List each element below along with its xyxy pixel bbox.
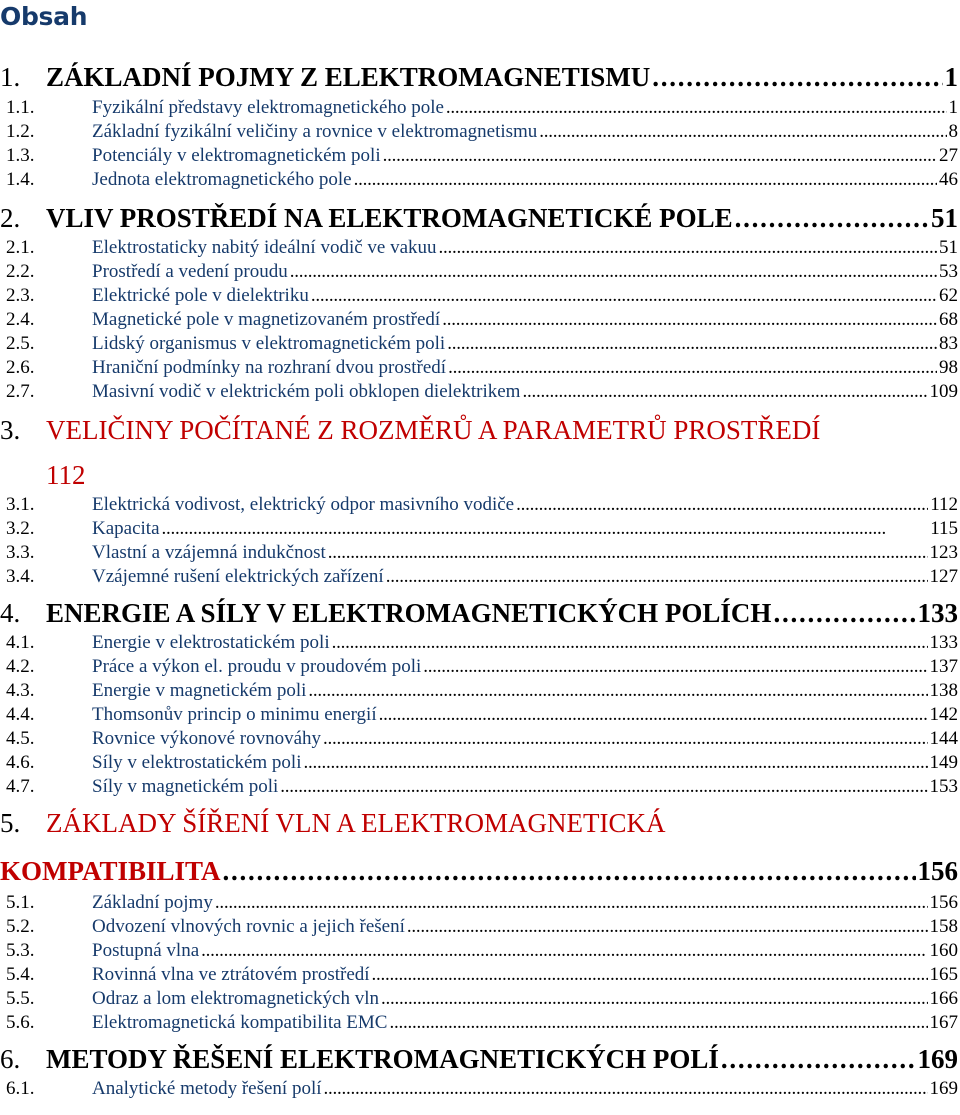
toc-section[interactable]	[0, 566, 958, 590]
toc-leader-dots	[311, 285, 937, 307]
toc-section[interactable]	[0, 381, 958, 405]
toc-page-number: 98	[939, 357, 958, 378]
toc-title: Rovnice výkonové rovnováhy	[92, 728, 322, 749]
toc-chapter-continued[interactable]	[0, 460, 958, 494]
toc-title: Odraz a lom elektromagnetických vln	[92, 988, 380, 1009]
toc-section[interactable]	[0, 237, 958, 261]
toc-leader-dots	[522, 381, 927, 403]
toc-leader-dots	[162, 518, 929, 540]
toc-leader-dots	[446, 97, 947, 119]
toc-page-number: 144	[929, 728, 958, 749]
toc-page-number: 112	[930, 494, 958, 515]
toc-title: Energie v elektrostatickém poli	[92, 632, 330, 653]
toc-number: 6.1.	[6, 1078, 35, 1099]
toc-section[interactable]	[0, 892, 958, 916]
toc-page-number: 123	[929, 542, 958, 563]
toc-number: 2.2.	[6, 261, 35, 282]
toc-title: Postupná vlna	[92, 940, 200, 961]
toc-page-number: 169	[929, 1078, 958, 1099]
toc-section[interactable]	[0, 656, 958, 680]
toc-number: 2.5.	[6, 333, 35, 354]
toc-leader-dots	[215, 892, 928, 914]
toc-number: 1.1.	[6, 97, 35, 118]
toc-title: Thomsonův princip o minimu energií	[92, 704, 377, 725]
toc-title: Hraniční podmínky na rozhraní dvou prostředí	[92, 357, 447, 378]
toc-leader-dots	[280, 776, 927, 798]
toc-leader-dots	[652, 62, 942, 93]
toc-title: Síly v elektrostatickém poli	[92, 752, 302, 773]
toc-section[interactable]	[0, 916, 958, 940]
toc-page-number: 138	[929, 680, 958, 701]
toc-leader-dots	[516, 494, 928, 516]
toc-title: METODY ŘEŠENÍ ELEKTROMAGNETICKÝCH POLÍ	[46, 1044, 719, 1074]
page-heading: Obsah	[0, 2, 88, 31]
toc-page-number: 166	[929, 988, 958, 1009]
toc-section[interactable]	[0, 988, 958, 1012]
toc-number: 1.4.	[6, 169, 35, 190]
toc-leader-dots	[379, 704, 928, 726]
toc-title: Základní fyzikální veličiny a rovnice v elektromagnetismu	[92, 121, 538, 142]
toc-chapter[interactable]	[0, 62, 958, 96]
toc-section[interactable]	[0, 145, 958, 169]
toc-title: Rovinná vlna ve ztrátovém prostředí	[92, 964, 370, 985]
toc-number: 2.3.	[6, 285, 35, 306]
toc-section[interactable]	[0, 776, 958, 800]
toc-number: 5.3.	[6, 940, 35, 961]
toc-number: 2.4.	[6, 309, 35, 330]
toc-page-number: 51	[939, 237, 958, 258]
toc-section[interactable]	[0, 632, 958, 656]
toc-leader-dots	[773, 598, 915, 629]
toc-chapter[interactable]	[0, 203, 958, 237]
toc-page-number: 167	[929, 1012, 958, 1033]
toc-number: 4.6.	[6, 752, 35, 773]
toc-title: Vlastní a vzájemná indukčnost	[92, 542, 326, 563]
toc-leader-dots	[386, 566, 928, 588]
toc-leader-dots	[290, 261, 937, 283]
toc-title: Elektrostaticky nabitý ideální vodič ve vakuu	[92, 237, 437, 258]
toc-page-number: 149	[929, 752, 958, 773]
toc-section[interactable]	[0, 1012, 958, 1036]
toc-page-number: 27	[939, 145, 958, 166]
toc-title: Prostředí a vedení proudu	[92, 261, 288, 282]
toc-section[interactable]	[0, 285, 958, 309]
toc-title: VELIČINY POČÍTANÉ Z ROZMĚRŮ A PARAMETRŮ PROSTŘEDÍ	[46, 415, 821, 445]
toc-title: Lidský organismus v elektromagnetickém poli	[92, 333, 446, 354]
toc-section[interactable]	[0, 309, 958, 333]
toc-chapter[interactable]	[0, 598, 958, 632]
toc-title: Kapacita	[92, 518, 160, 539]
toc-section[interactable]	[0, 333, 958, 357]
toc-number: 5.1.	[6, 892, 35, 913]
toc-leader-dots	[735, 203, 929, 234]
toc-number: 4.	[0, 598, 21, 628]
toc-leader-dots	[389, 1012, 927, 1034]
toc-title: Masivní vodič v elektrickém poli obklopen dielektrikem	[92, 381, 521, 402]
toc-section[interactable]	[0, 542, 958, 566]
toc-section[interactable]	[0, 518, 958, 542]
toc-leader-dots	[332, 632, 928, 654]
toc-section[interactable]	[0, 1078, 958, 1102]
toc-page-number: 137	[929, 656, 958, 677]
toc-page-number: 153	[929, 776, 958, 797]
toc-title: Elektromagnetická kompatibilita EMC	[92, 1012, 388, 1033]
toc-number: 4.3.	[6, 680, 35, 701]
toc-page-number: 133	[917, 598, 958, 628]
toc-title-continued: KOMPATIBILITA	[0, 856, 221, 886]
toc-page-number: 53	[939, 261, 958, 282]
toc-leader-dots	[201, 940, 927, 962]
toc-title: ENERGIE A SÍLY V ELEKTROMAGNETICKÝCH POLÍCH	[46, 598, 772, 628]
toc-number: 3.	[0, 415, 21, 445]
toc-section[interactable]	[0, 121, 958, 145]
toc-page-number: 133	[929, 632, 958, 653]
toc-number: 5.4.	[6, 964, 35, 985]
toc-section[interactable]	[0, 964, 958, 988]
toc-title: Jednota elektromagnetického pole	[92, 169, 352, 190]
toc-page-number: 142	[929, 704, 958, 725]
toc-title: Potenciály v elektromagnetickém poli	[92, 145, 381, 166]
toc-page-number: 8	[948, 121, 958, 142]
toc-number: 3.1.	[6, 494, 35, 515]
toc-leader-dots	[308, 680, 927, 702]
toc-title: Analytické metody řešení polí	[92, 1078, 322, 1099]
toc-title: Energie v magnetickém poli	[92, 680, 307, 701]
toc-number: 5.2.	[6, 916, 35, 937]
toc-page-number: 156	[917, 856, 958, 886]
toc-title: Síly v magnetickém poli	[92, 776, 279, 797]
toc-leader-dots	[304, 752, 928, 774]
toc-chapter[interactable]	[0, 415, 958, 449]
toc-title: ZÁKLADNÍ POJMY Z ELEKTROMAGNETISMU	[46, 62, 651, 92]
toc-number: 5.6.	[6, 1012, 35, 1033]
toc-page-number: 1	[948, 97, 958, 118]
toc-title: Elektrická vodivost, elektrický odpor masivního vodiče	[92, 494, 515, 515]
toc-number: 3.3.	[6, 542, 35, 563]
toc-chapter[interactable]	[0, 808, 958, 842]
toc-title: Elektrické pole v dielektriku	[92, 285, 309, 306]
toc-number: 2.	[0, 203, 21, 233]
toc-page-number: 127	[929, 566, 958, 587]
toc-section[interactable]	[0, 704, 958, 728]
toc-leader-dots	[407, 916, 928, 938]
toc-number: 4.2.	[6, 656, 35, 677]
toc-page-number: 46	[939, 169, 958, 190]
toc-number: 3.4.	[6, 566, 35, 587]
toc-section[interactable]	[0, 261, 958, 285]
toc-section[interactable]	[0, 752, 958, 776]
toc-leader-dots	[442, 309, 937, 331]
toc-title: ZÁKLADY ŠÍŘENÍ VLN A ELEKTROMAGNETICKÁ	[46, 808, 666, 838]
toc-leader-dots	[721, 1044, 916, 1075]
toc-page-number: 1	[944, 62, 958, 92]
toc-number: 5.	[0, 808, 21, 838]
toc-number: 6.	[0, 1044, 21, 1074]
toc-page-number: 158	[929, 916, 958, 937]
toc-title: Fyzikální představy elektromagnetického pole	[92, 97, 444, 118]
toc-leader-dots	[323, 728, 927, 750]
toc-page-number: 109	[929, 381, 958, 402]
toc-leader-dots	[447, 333, 937, 355]
toc-page-number: 156	[929, 892, 958, 913]
toc-leader-dots	[372, 964, 928, 986]
toc-leader-dots	[324, 1078, 928, 1100]
toc-chapter[interactable]	[0, 1044, 958, 1078]
toc-title: Odvození vlnových rovnic a jejich řešení	[92, 916, 405, 937]
toc-section[interactable]	[0, 940, 958, 964]
toc-page-number: 83	[939, 333, 958, 354]
toc-leader-dots	[223, 856, 916, 887]
toc-number: 2.1.	[6, 237, 35, 258]
toc-title: Magnetické pole v magnetizovaném prostředí	[92, 309, 441, 330]
toc-chapter-continued[interactable]	[0, 856, 958, 890]
toc-page-number: 165	[929, 964, 958, 985]
toc-page-number: 62	[939, 285, 958, 306]
toc-section[interactable]	[0, 357, 958, 381]
toc-section[interactable]	[0, 169, 958, 193]
toc-page-number: 115	[930, 518, 958, 539]
toc-number: 5.5.	[6, 988, 35, 1009]
toc-title: VLIV PROSTŘEDÍ NA ELEKTROMAGNETICKÉ POLE	[46, 203, 733, 233]
toc-page-number: 160	[929, 940, 958, 961]
toc-number: 1.	[0, 62, 21, 92]
toc-leader-dots	[354, 169, 937, 191]
toc-page-number: 51	[931, 203, 958, 233]
toc-number: 2.7.	[6, 381, 35, 402]
toc-leader-dots	[328, 542, 928, 564]
toc-number: 4.5.	[6, 728, 35, 749]
toc-page-number: 68	[939, 309, 958, 330]
toc-title: Práce a výkon el. proudu v proudovém poli	[92, 656, 422, 677]
toc-page-number: 169	[917, 1044, 958, 1074]
toc-title-continued: 112	[46, 460, 86, 490]
toc-number: 1.2.	[6, 121, 35, 142]
toc-section[interactable]	[0, 97, 958, 121]
toc-number: 4.7.	[6, 776, 35, 797]
toc-number: 2.6.	[6, 357, 35, 378]
toc-leader-dots	[423, 656, 927, 678]
toc-leader-dots	[439, 237, 937, 259]
toc-leader-dots	[383, 145, 937, 167]
toc-section[interactable]	[0, 494, 958, 518]
toc-number: 4.1.	[6, 632, 35, 653]
toc-leader-dots	[381, 988, 927, 1010]
toc-number: 3.2.	[6, 518, 35, 539]
toc-number: 1.3.	[6, 145, 35, 166]
toc-section[interactable]	[0, 680, 958, 704]
toc-leader-dots	[539, 121, 946, 143]
toc-title: Základní pojmy	[92, 892, 213, 913]
toc-number: 4.4.	[6, 704, 35, 725]
toc-title: Vzájemné rušení elektrických zařízení	[92, 566, 384, 587]
toc-leader-dots	[448, 357, 937, 379]
toc-section[interactable]	[0, 728, 958, 752]
